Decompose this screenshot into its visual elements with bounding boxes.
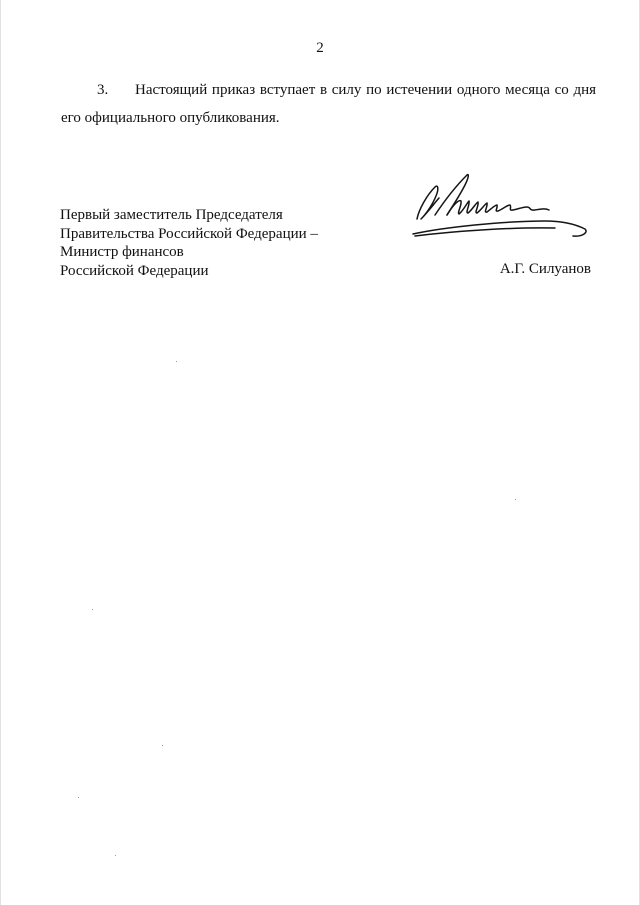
scan-edge-left (0, 0, 1, 905)
scan-speck (162, 745, 163, 746)
paragraph-text-line1: Настоящий приказ вступает в силу по истечении одного месяца со дня (135, 82, 596, 98)
signatory-title-line: Первый заместитель Председателя (60, 207, 283, 223)
scan-speck (92, 609, 93, 610)
page-number: 2 (316, 40, 324, 56)
scan-speck (115, 855, 116, 856)
paragraph-number: 3. (97, 82, 109, 98)
paragraph-3 (61, 76, 596, 132)
signatory-title (60, 206, 318, 280)
signatory-title-line: Министр финансов (60, 244, 184, 260)
scan-speck (515, 499, 516, 500)
paragraph-text-line2: его официального опубликования. (61, 110, 280, 126)
signatory-title-line: Российской Федерации (60, 262, 209, 279)
scan-speck (176, 361, 177, 362)
signer-name: А.Г. Силуанов (499, 261, 591, 277)
paragraph-first-line (61, 76, 596, 104)
signature-icon (405, 165, 590, 245)
signatory-title-line: Правительства Российской Федерации – (60, 225, 318, 242)
scan-speck (78, 797, 79, 798)
